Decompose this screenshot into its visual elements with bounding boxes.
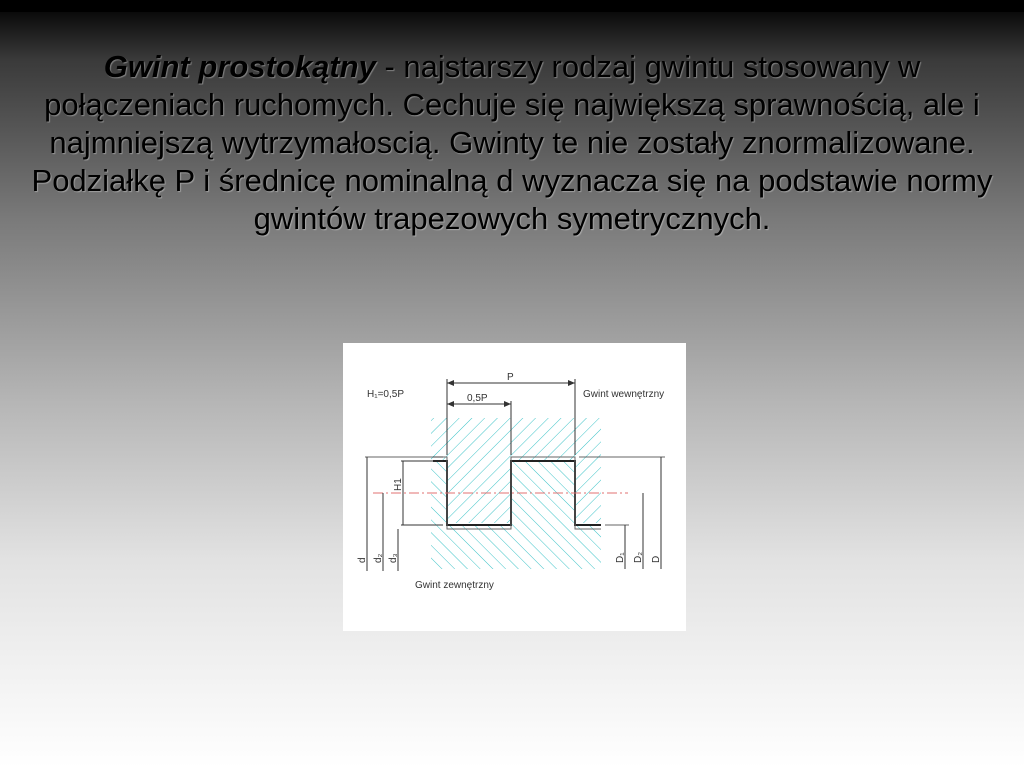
internal-thread-label: Gwint wewnętrzny	[583, 389, 665, 400]
d3-label: d₃	[388, 553, 399, 563]
D1-label: D₁	[615, 552, 626, 563]
pitch-label: P	[507, 372, 514, 383]
thread-diagram	[343, 343, 686, 631]
D-label: D	[651, 555, 662, 563]
term-description: - najstarszy rodzaj gwintu stosowany w połączeniach ruchomych. Cechuje się największą sprawnością, ale i najmniejszą wytrzymałoscią. Gwinty te nie zostały znormalizowane. Podziałkę P i średnicę nominalną d wyznacza się na podstawie normy gwintów trapezowych symetrycznych.	[31, 49, 993, 236]
half-pitch-label: 0,5P	[467, 393, 488, 404]
h1-label: H1	[393, 478, 404, 491]
d2-label: d₂	[373, 553, 384, 563]
external-thread-label: Gwint zewnętrzny	[415, 580, 494, 591]
term-title: Gwint prostokątny	[103, 49, 376, 84]
top-bar	[0, 0, 1024, 12]
d-label: d	[357, 557, 368, 563]
slide-paragraph	[14, 48, 1010, 238]
h1-formula: H₁=0,5P	[367, 389, 405, 400]
D2-label: D₂	[633, 551, 644, 563]
